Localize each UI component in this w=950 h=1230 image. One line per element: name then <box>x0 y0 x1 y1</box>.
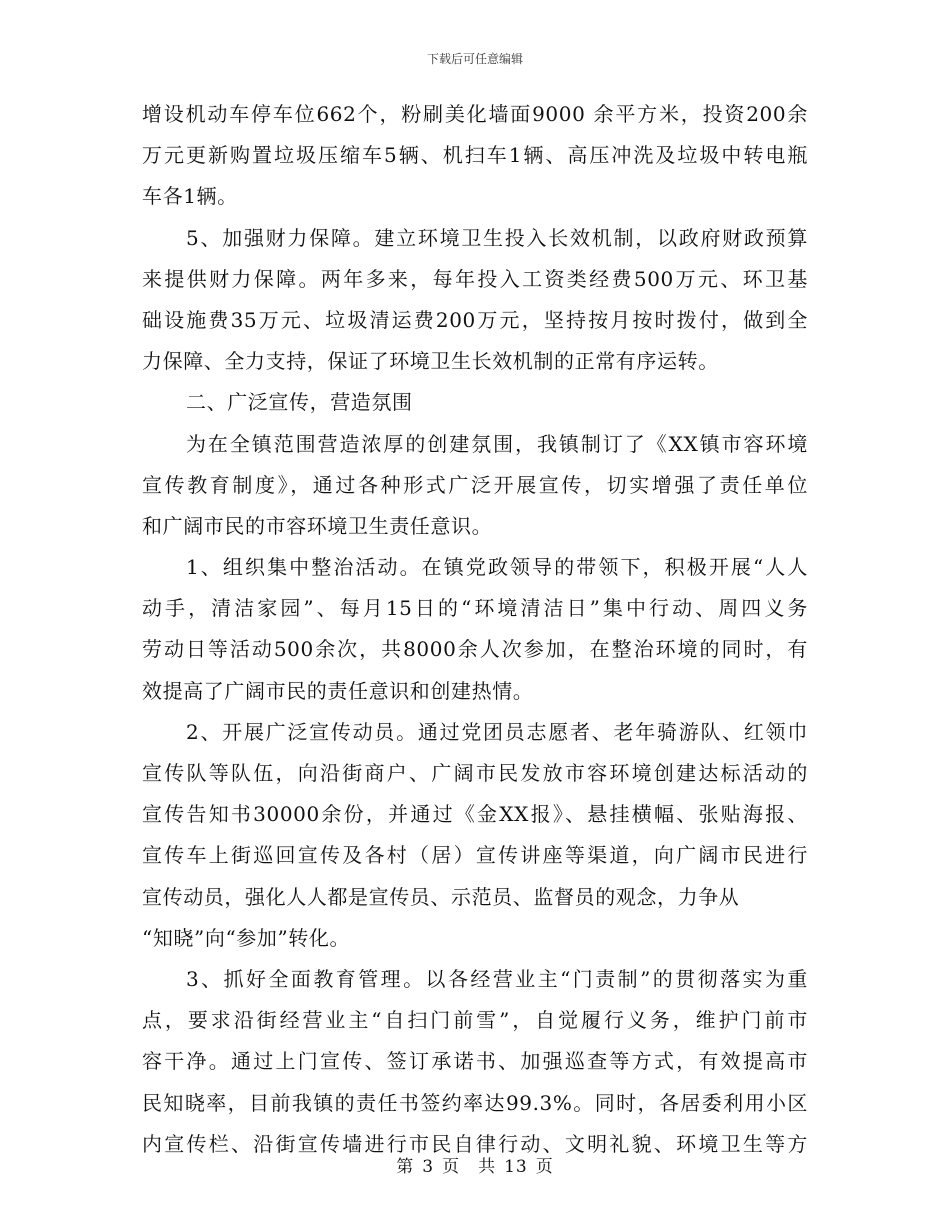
footer-suffix: 页 <box>535 1157 554 1177</box>
text-line: 宣传车上街巡回宣传及各村（居）宣传讲座等渠道，向广阔市民进行 <box>142 843 808 868</box>
text-line: 1、组织集中整治活动。在镇党政领导的带领下，积极开展“人人 <box>186 555 808 580</box>
text-line: 宣传动员，强化人人都是宣传员、示范员、监督员的观念，力争从 <box>142 884 740 909</box>
text-line: “知晓”向“参加”转化。 <box>142 925 351 950</box>
text-line: 万元更新购置垃圾压缩车5辆、机扫车1辆、高压冲洗及垃圾中转电瓶 <box>142 143 808 168</box>
document-body <box>142 94 808 1165</box>
section-heading: 二、广泛宣传，营造氛围 <box>186 390 413 415</box>
text-line: 5、加强财力保障。建立环境卫生投入长效机制，以政府财政预算 <box>186 225 808 250</box>
page-footer <box>0 1152 950 1177</box>
text-line: 劳动日等活动500余次，共8000余人次参加，在整治环境的同时，有 <box>142 637 808 662</box>
text-line: 宣传教育制度》，通过各种形式广泛开展宣传，切实增强了责任单位 <box>142 472 808 497</box>
text-line: 民知晓率，目前我镇的责任书签约率达99.3%。同时，各居委利用小区 <box>142 1090 808 1115</box>
text-line: 增设机动车停车位662个，粉刷美化墙面9000 余平方米，投资200余 <box>142 102 808 126</box>
text-line: 点，要求沿街经营业主“自扫门前雪”，自觉履行义务，维护门前市 <box>142 1008 808 1033</box>
text-line: 3、抓好全面教育管理。以各经营业主“门责制”的贯彻落实为重 <box>186 966 808 991</box>
text-line: 车各1辆。 <box>142 184 238 209</box>
text-line: 来提供财力保障。两年多来，每年投入工资类经费500万元、环卫基 <box>142 266 808 291</box>
text-line: 内宣传栏、沿街宣传墙进行市民自律行动、文明礼貌、环境卫生等方 <box>142 1131 808 1156</box>
text-line: 为在全镇范围营造浓厚的创建氛围，我镇制订了《XX镇市容环境 <box>186 431 808 456</box>
text-line: 宣传队等队伍，向沿街商户、广阔市民发放市容环境创建达标活动的 <box>142 761 808 785</box>
text-line: 2、开展广泛宣传动员。通过党团员志愿者、老年骑游队、红领巾 <box>186 719 808 744</box>
text-line: 和广阔市民的市容环境卫生责任意识。 <box>142 513 493 538</box>
text-line: 力保障、全力支持，保证了环境卫生长效机制的正常有序运转。 <box>142 349 719 374</box>
text-line: 础设施费35万元、垃圾清运费200万元，坚持按月按时拨付，做到全 <box>142 307 808 332</box>
text-line: 宣传告知书30000余份，并通过《金XX报》、悬挂横幅、张贴海报、 <box>142 802 808 827</box>
text-line: 容干净。通过上门宣传、签订承诺书、加强巡查等方式，有效提高市 <box>142 1049 808 1074</box>
footer-prefix: 第 <box>396 1157 415 1177</box>
page-header-note: 下载后可任意编辑 <box>426 52 523 66</box>
text-line: 动手，清洁家园”、每月15日的“环境清洁日”集中行动、周四义务 <box>142 596 808 621</box>
text-line: 效提高了广阔市民的责任意识和创建热情。 <box>142 678 534 703</box>
footer-page-number: 3 <box>422 1157 435 1177</box>
footer-middle: 页 共 <box>442 1157 497 1177</box>
footer-total-pages: 13 <box>504 1157 528 1177</box>
